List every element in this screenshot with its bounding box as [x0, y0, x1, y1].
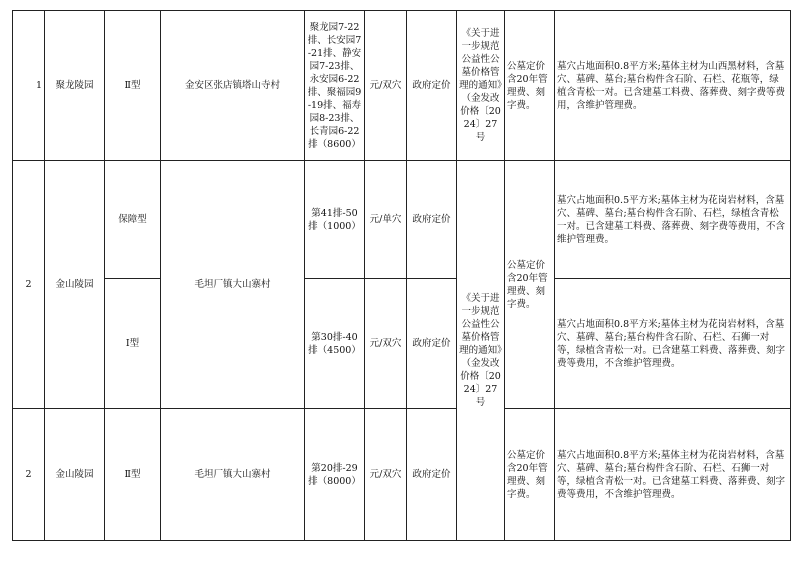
cemetery-name: 金山陵园 [45, 409, 105, 541]
pricing-basis: 《关于进一步规范公益性公墓价格管理的通知》（金发改价格〔2024〕27号 [457, 161, 505, 541]
fee-note: 公墓定价含20年管理费、刻字费。 [505, 161, 555, 409]
cemetery-name: 金山陵园 [45, 161, 105, 409]
table-row [13, 161, 791, 279]
grave-description: 墓穴占地面积0.5平方米;墓体主材为花岗岩材料，含墓穴、墓碑、墓台;墓台构件含石阶、石栏，绿植含青松一对。已含建墓工料费、落葬费、刻字费等费用，不含维护管理费。 [555, 161, 791, 279]
grave-type: 保障型 [105, 161, 161, 279]
fee-note: 公墓定价含20年管理费、刻字费。 [505, 409, 555, 541]
pricing-basis: 《关于进一步规范公益性公墓价格管理的通知》（金发改价格〔2024〕27号 [457, 11, 505, 161]
price-table [12, 10, 791, 541]
grave-type: Ⅱ型 [105, 11, 161, 161]
table-row [13, 409, 791, 541]
grave-type: Ⅱ型 [105, 409, 161, 541]
grave-description: 墓穴占地面积0.8平方米;墓体主材为山西黑材料，含墓穴、墓碑、墓台;墓台构件含石阶、石栏、花瓶等，绿植含青松一对。已含建墓工料费、落葬费、刻字费等费用，含维护管理费。 [555, 11, 791, 161]
cemetery-name: 聚龙陵园 [45, 11, 105, 161]
pricing-method: 政府定价 [407, 409, 457, 541]
price-unit: 元/双穴 [365, 279, 407, 409]
location: 毛坦厂镇大山寨村 [161, 409, 305, 541]
price-unit: 元/双穴 [365, 409, 407, 541]
pricing-method: 政府定价 [407, 279, 457, 409]
grave-description: 墓穴占地面积0.8平方米;墓体主材为花岗岩材料，含墓穴、墓碑、墓台;墓台构件含石阶、石栏、石狮一对等，绿植含青松一对。已含建墓工料费、落葬费、刻字费等费用，不含维护管理费。 [555, 409, 791, 541]
row-range: 第41排-50排（1000） [305, 161, 365, 279]
row-range: 聚龙园7-22排、长安园7-21排、静安园7-23排、永安园6-22排、聚福园9-19排、福寿园8-23排、长青园6-22排（8600） [305, 11, 365, 161]
pricing-method: 政府定价 [407, 161, 457, 279]
table-row [13, 11, 791, 161]
fee-note: 公墓定价含20年管理费、刻字费。 [505, 11, 555, 161]
grave-description: 墓穴占地面积0.8平方米;墓体主材为花岗岩材料，含墓穴、墓碑、墓台;墓台构件含石阶、石栏、石狮一对等，绿植含青松一对。已含建墓工料费、落葬费、刻字费等费用，不含维护管理费。 [555, 279, 791, 409]
row-range: 第30排-40排（4500） [305, 279, 365, 409]
price-unit: 元/双穴 [365, 11, 407, 161]
table-row [13, 279, 791, 409]
pricing-method: 政府定价 [407, 11, 457, 161]
location: 毛坦厂镇大山寨村 [161, 161, 305, 409]
grave-type: Ⅰ型 [105, 279, 161, 409]
row-index: 1 [13, 11, 45, 161]
row-index: 2 [13, 409, 45, 541]
row-range: 第20排-29排（8000） [305, 409, 365, 541]
price-unit: 元/单穴 [365, 161, 407, 279]
row-index: 2 [13, 161, 45, 409]
location: 金安区张店镇塔山寺村 [161, 11, 305, 161]
